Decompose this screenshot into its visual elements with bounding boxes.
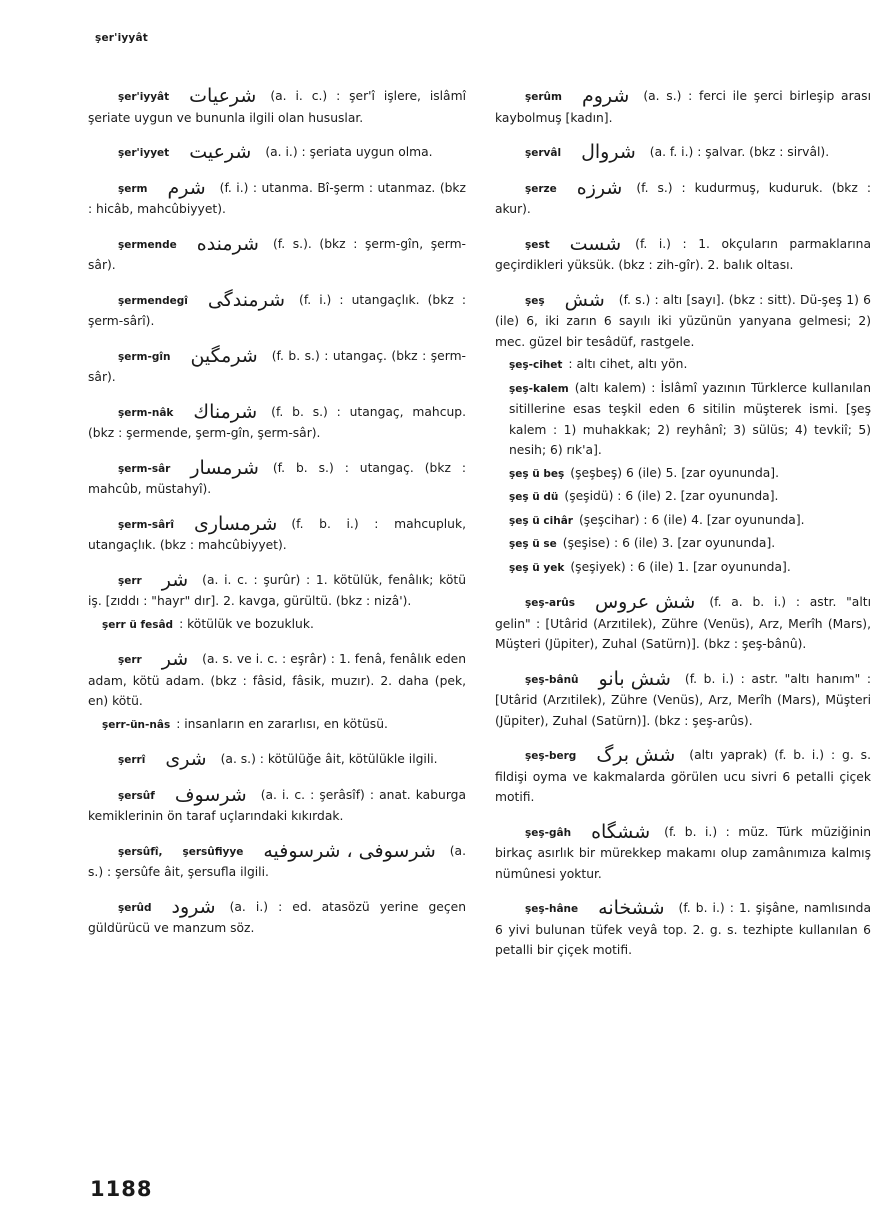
- headword: şeş ü cihâr: [509, 514, 573, 527]
- arabic-script: شرعيت: [189, 141, 252, 163]
- headword: şeş-arûs: [525, 597, 575, 609]
- arabic-script: شرزه: [576, 176, 623, 199]
- headword: şermende: [118, 238, 177, 251]
- headword: şerr-ün-nâs: [102, 718, 171, 731]
- dictionary-entry: [88, 234, 466, 276]
- left-column: [88, 86, 466, 953]
- definition: (f. i.) : utanma. Bî-şerm : utanmaz. (bkz : hicâb, mahcûbiyyet).: [88, 180, 466, 216]
- headword: şeş ü yek: [509, 561, 565, 574]
- headword: şer'iyyet: [118, 147, 170, 159]
- arabic-script: شست: [569, 232, 622, 255]
- definition: (şeşise) : 6 (ile) 3. [zar oyununda].: [562, 536, 776, 550]
- definition: (altı yaprak) (f. b. i.) : g. s. fildişi oyma ve kakmalarda görülen ucu sivri 6 petalli çiçek motifi.: [495, 748, 871, 804]
- headword: şerze: [525, 182, 557, 195]
- headword: şerûm: [525, 91, 562, 103]
- definition: (a. i.) : ed. atasözü yerine geçen güldürücü ve manzum söz.: [88, 899, 466, 935]
- arabic-script: شر: [161, 648, 189, 670]
- definition: (f. s.) : altı [sayı]. (bkz : sitt). Dü-şeş 1) 6 (ile) 6, iki zarın 6 sayılı iki yüzünün yanyana gelmesi; 2) mec. güzel bir tesâdüf, rastgele.: [495, 292, 871, 349]
- dictionary-entry: [88, 458, 466, 500]
- headword: şerr: [118, 654, 142, 666]
- definition: (f. s.). (bkz : şerm-gîn, şerm-sâr).: [88, 236, 466, 272]
- definition: (a. s.) : ferci ile şerci birleşip arası kaybolmuş [kadın].: [495, 89, 871, 125]
- arabic-script: شرسوفى ، شرسوفيه: [263, 839, 436, 862]
- headword: şerr: [118, 574, 142, 587]
- arabic-script: شرمندگی: [207, 288, 286, 311]
- definition: (f. b. s.) : utangaç. (bkz : mahcûb, müstahyî).: [88, 460, 466, 496]
- dictionary-entry: [88, 570, 466, 612]
- arabic-script: شش برگ: [596, 744, 676, 766]
- headword: şeş-bânû: [525, 673, 579, 686]
- sub-entry: [509, 533, 871, 555]
- dictionary-entry: [495, 234, 871, 276]
- arabic-script: شرمنده: [196, 232, 259, 255]
- headword: şervâl: [525, 147, 562, 159]
- dictionary-entry: [88, 785, 466, 827]
- arabic-script: شرسوف: [174, 783, 247, 806]
- arabic-script: شرمسارى: [193, 512, 278, 535]
- sub-entry: [509, 463, 871, 485]
- arabic-script: شرم: [167, 176, 206, 199]
- arabic-script: شرمناك: [193, 400, 258, 423]
- dictionary-entry: [495, 745, 871, 808]
- right-column: [495, 86, 871, 975]
- sub-entry: [509, 354, 871, 376]
- headword: şerm-gîn: [118, 350, 171, 363]
- headword: şeş ü se: [509, 538, 557, 550]
- definition: (f. b. s.) : utangaç. (bkz : şerm-sâr).: [88, 348, 466, 384]
- definition: (f. s.) : kudurmuş, kuduruk. (bkz : akur).: [495, 180, 871, 216]
- definition: : altı cihet, altı yön.: [568, 357, 688, 371]
- definition: (f. b. s.) : utangaç, mahcup. (bkz : şermende, şerm-gîn, şerm-sâr).: [88, 404, 466, 440]
- definition: (f. i.) : 1. okçuların parmaklarına geçirdikleri yüksük. (bkz : zih-gîr). 2. balık oltası.: [495, 236, 871, 272]
- headword: şeş ü beş: [509, 467, 565, 480]
- headword: şeş-hâne: [525, 903, 579, 915]
- arabic-script: شش عروس: [594, 591, 696, 613]
- definition: (a. f. i.) : şalvar. (bkz : sirvâl).: [649, 145, 830, 159]
- arabic-script: شرود: [171, 895, 216, 918]
- headword: şerm-sâr: [118, 462, 171, 475]
- dictionary-entry: [88, 897, 466, 939]
- headword: şerm-sârî: [118, 518, 174, 531]
- definition: (şeşcihar) : 6 (ile) 4. [zar oyununda].: [578, 512, 805, 527]
- dictionary-entry: [495, 86, 871, 128]
- definition: (a. i. c.) : şer'î işlere, islâmî şeriate uygun ve bununla ilgili olan hususlar.: [88, 89, 466, 125]
- definition: (f. b. i.) : müz. Türk müziğinin birkaç asırlık bir mürekkep makamı olup zamânımıza kalmış nümûnesi yoktur.: [495, 824, 871, 881]
- sub-entry: [509, 486, 871, 508]
- headword: şeş ü dü: [509, 491, 559, 503]
- arabic-script: شر: [161, 568, 189, 591]
- headword: şermendegî: [118, 294, 188, 307]
- definition: (şeşiyek) : 6 (ile) 1. [zar oyununda].: [570, 559, 791, 574]
- page-number: 1188: [90, 1177, 153, 1201]
- headword: şerm: [118, 182, 148, 195]
- arabic-script: شرى: [165, 748, 207, 770]
- headword: şerr ü fesâd: [102, 618, 174, 631]
- definition: (şeşidü) : 6 (ile) 2. [zar oyununda].: [564, 489, 779, 503]
- definition: (a. i.) : şeriata uygun olma.: [265, 145, 433, 159]
- arabic-script: ششخانه: [598, 897, 665, 919]
- definition: (şeşbeş) 6 (ile) 5. [zar oyununda].: [570, 465, 780, 480]
- headword: şer'iyyât: [118, 91, 170, 103]
- sub-entry: [102, 714, 466, 736]
- dictionary-entry: [495, 669, 871, 732]
- arabic-script: شرمگين: [190, 344, 258, 367]
- headword: şeş-cihet: [509, 359, 563, 371]
- dictionary-entry: [88, 142, 466, 164]
- headword: şersûfî, şersûfiyye: [118, 845, 244, 858]
- arabic-script: شروم: [581, 85, 630, 107]
- definition: (f. b. i.) : astr. "altı hanım" : [Utârid (Arzıtilek), Zühre (Venüs), Arz, Merîh (Mars), Müşteri (Jüpiter), Zuhal (Satürn)]. (bkz : şeş-arûs).: [495, 671, 871, 728]
- dictionary-entry: [495, 142, 871, 164]
- headword: şeş-berg: [525, 750, 577, 762]
- dictionary-entry: [88, 841, 466, 883]
- dictionary-entry: [88, 514, 466, 556]
- definition: (f. b. i.) : mahcupluk, utangaçlık. (bkz : mahcûbiyyet).: [88, 516, 466, 552]
- running-head: şer'iyyât: [95, 32, 148, 44]
- dictionary-entry: [495, 592, 871, 655]
- headword: şeş-gâh: [525, 826, 572, 839]
- headword: şeş-kalem: [509, 382, 569, 395]
- sub-entry: [102, 614, 466, 636]
- dictionary-entry: [88, 178, 466, 220]
- definition: (altı kalem) : İslâmî yazının Türklerce kullanılan sitillerine esas teşkil eden 6 sitilin müşterek ismi. [şeş kalem : 1) muhakkak; 2) reyhânî; 3) sülüs; 4) tevkiî; 5) nesih; 6) rık'a].: [509, 380, 871, 457]
- dictionary-entry: [495, 290, 871, 353]
- arabic-script: شرعيات: [189, 85, 257, 107]
- sub-entry: [509, 557, 871, 579]
- arabic-script: شروال: [581, 141, 636, 163]
- definition: (f. b. i.) : 1. şişâne, namlısında 6 yivi bulunan tüfek veyâ top. 2. g. s. tezhipte kullanılan 6 petalli bir çiçek motifi.: [495, 901, 871, 957]
- dictionary-entry: [495, 178, 871, 220]
- dictionary-entry: [88, 402, 466, 444]
- definition: (a. i. c. : şerâsîf) : anat. kaburga kemiklerinin ön taraf uçlarındaki kıkırdak.: [88, 787, 466, 823]
- definition: (f. i.) : utangaçlık. (bkz : şerm-sârî).: [88, 292, 466, 328]
- definition: (f. a. b. i.) : astr. "altı gelin" : [Utârid (Arzıtilek), Zühre (Venüs), Arz, Merîh (Mars), Müşteri (Jüpiter), Zuhal (Satürn)]. (bkz : şeş-bânû).: [495, 595, 871, 651]
- sub-entry: [509, 378, 871, 461]
- definition: : kötülük ve bozukluk.: [179, 616, 314, 631]
- definition: (a. s. ve i. c. : eşrâr) : 1. fenâ, fenâlık eden adam, kötü adam. (bkz : fâsid, fâsik, muzır). 2. daha (pek, en) kötü.: [88, 652, 466, 708]
- definition: (a. i. c. : şurûr) : 1. kötülük, fenâlık; kötü iş. [zıddı : "hayr" dır]. 2. kavga, gürültü. (bkz : nizâ').: [88, 572, 466, 608]
- definition: (a. s.) : kötülüğe âit, kötülükle ilgili.: [220, 752, 438, 766]
- definition: : insanların en zararlısı, en kötüsü.: [176, 716, 388, 731]
- headword: şeş: [525, 294, 545, 307]
- dictionary-entry: [495, 822, 871, 885]
- headword: şerrî: [118, 754, 146, 766]
- headword: şerm-nâk: [118, 406, 174, 419]
- headword: şersûf: [118, 789, 155, 802]
- sub-entry: [509, 510, 871, 532]
- dictionary-entry: [88, 290, 466, 332]
- headword: şest: [525, 238, 550, 251]
- definition: (a. s.) : şersûfe âit, şersufla ilgili.: [88, 843, 466, 879]
- headword: şerûd: [118, 901, 152, 914]
- arabic-script: شش بانو: [598, 667, 671, 690]
- dictionary-entry: [88, 86, 466, 128]
- arabic-script: ششگاه: [591, 820, 651, 843]
- dictionary-entry: [88, 749, 466, 771]
- arabic-script: شرمسار: [190, 456, 259, 479]
- dictionary-entry: [88, 346, 466, 388]
- arabic-script: شش: [564, 288, 605, 311]
- dictionary-entry: [88, 649, 466, 712]
- dictionary-entry: [495, 898, 871, 961]
